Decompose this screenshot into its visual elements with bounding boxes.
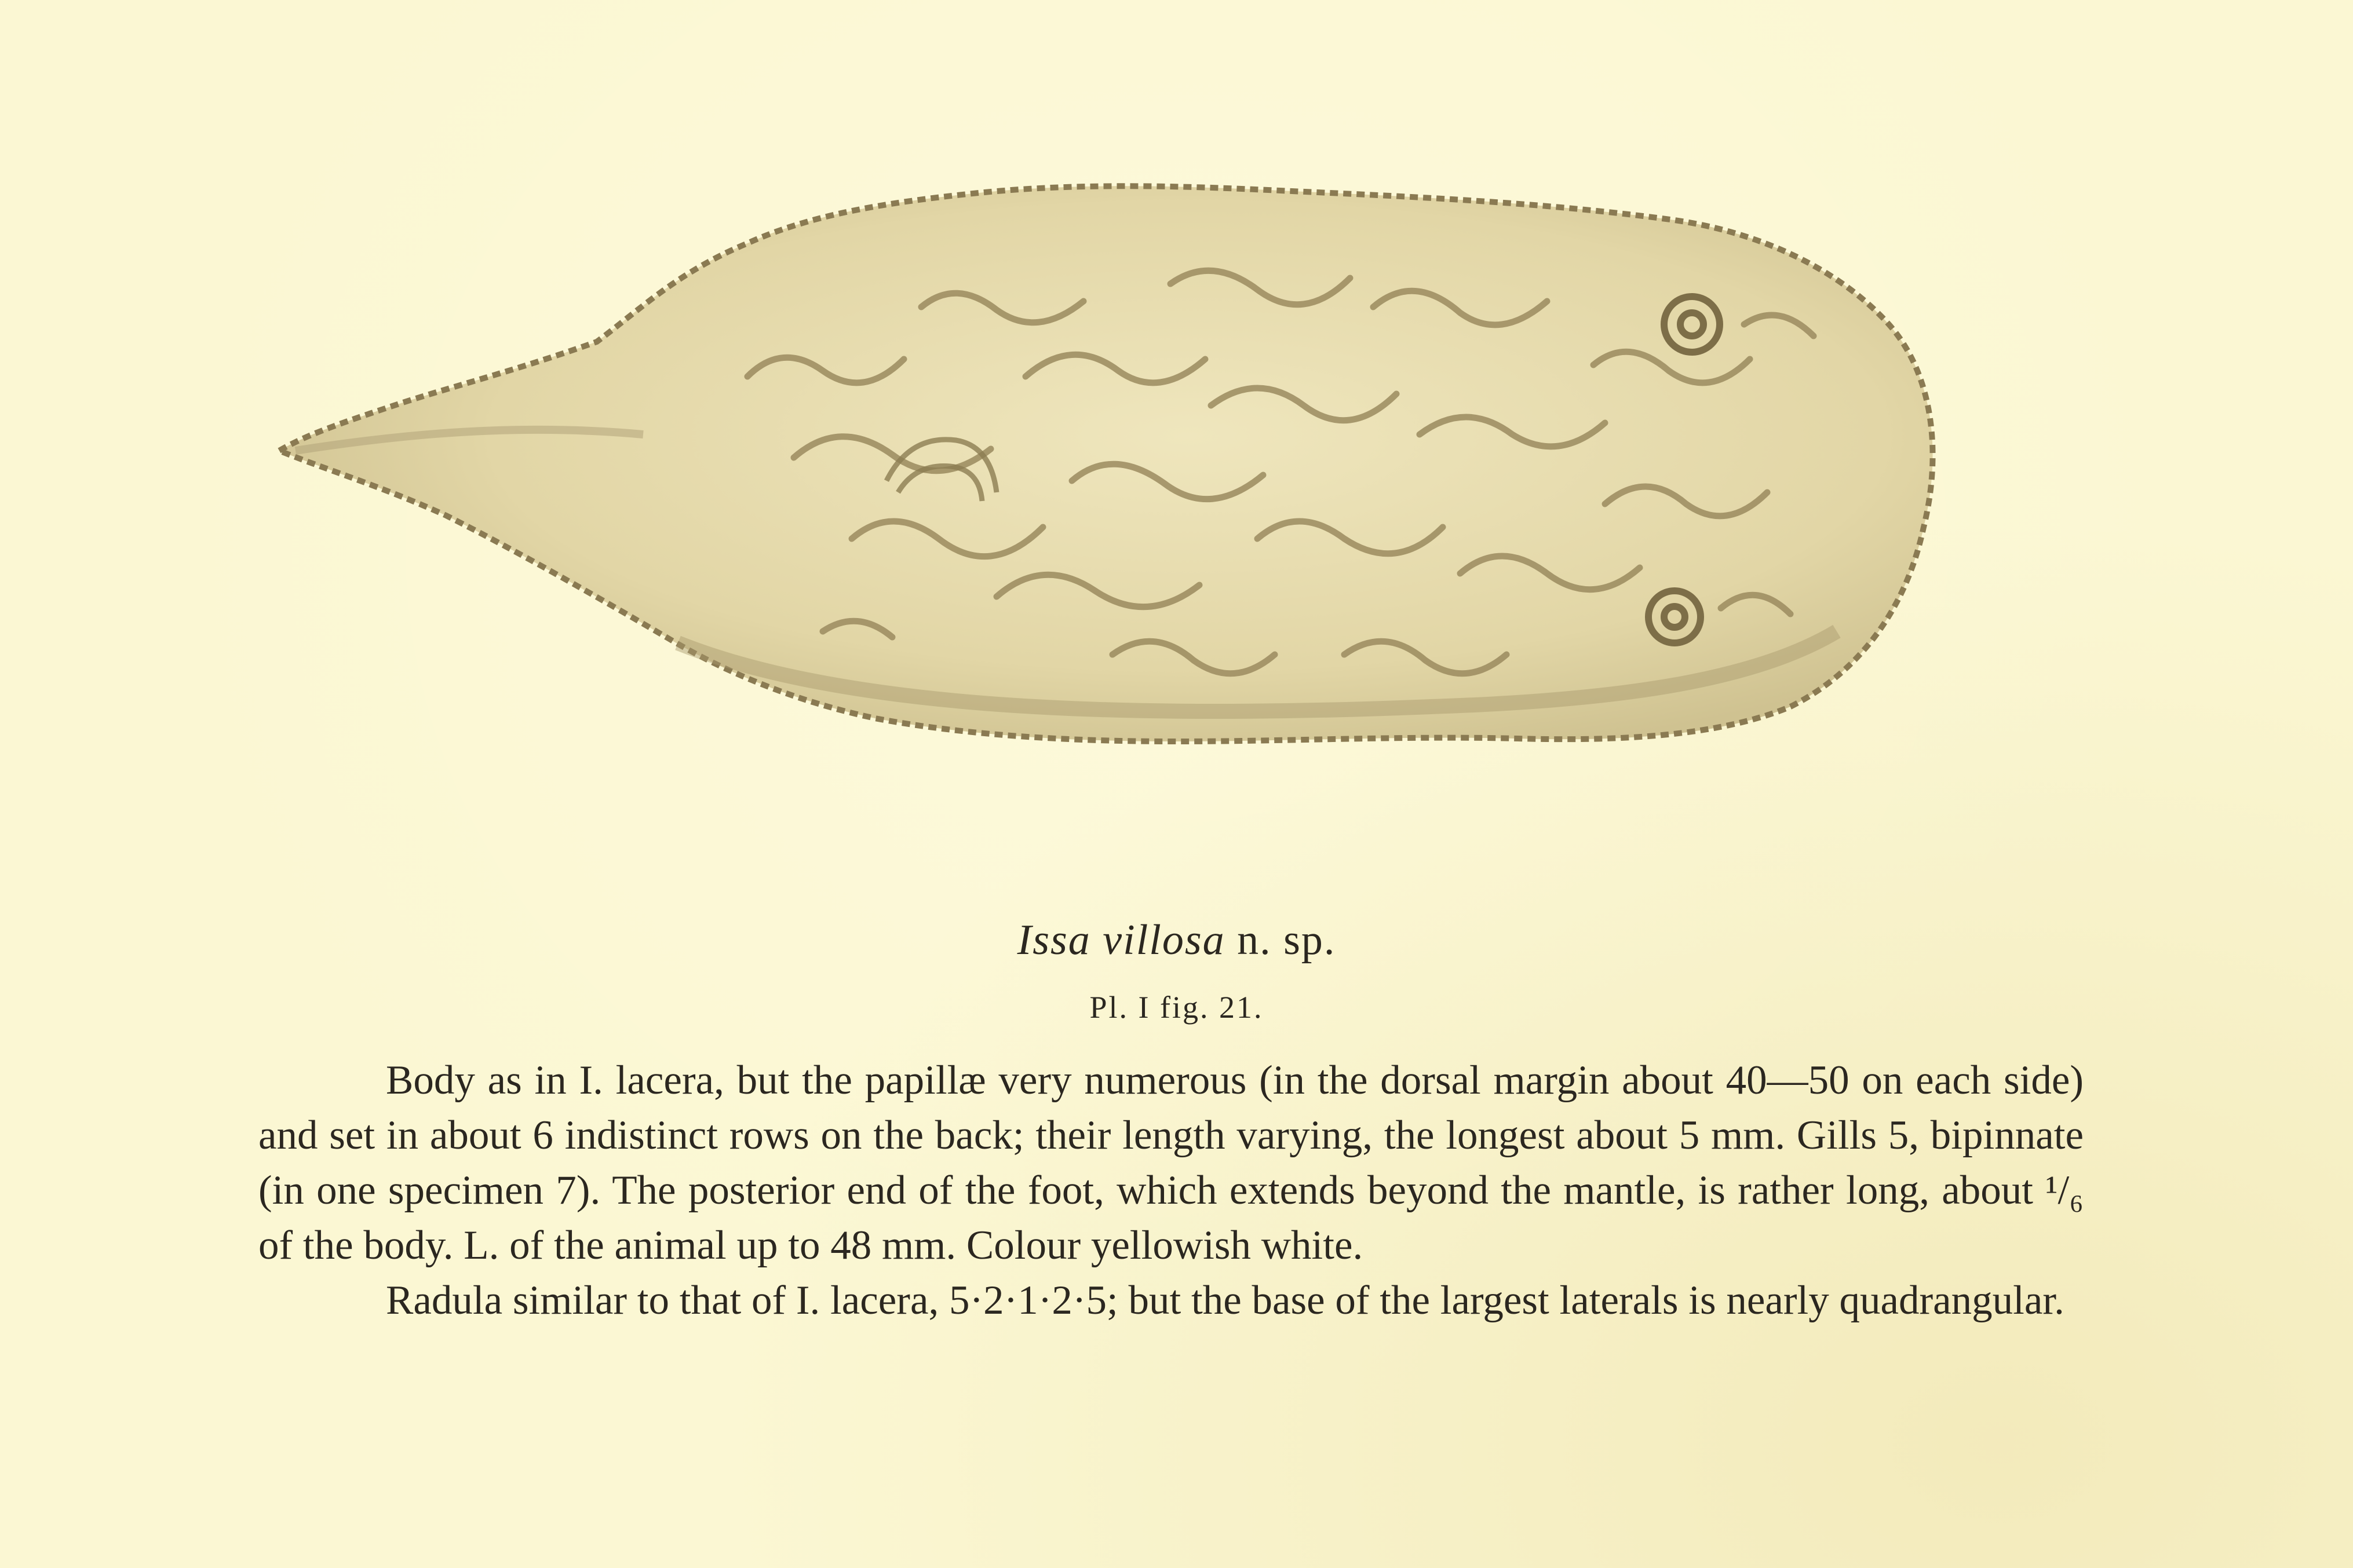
species-heading — [0, 916, 2353, 964]
plate-reference: Pl. I fig. 21. — [1089, 990, 1264, 1025]
species-name: Issa villosa — [1017, 916, 1225, 964]
paragraph: Radula similar to that of I. lacera, 5·2·1·2·5; but the base of the largest laterals is nearly quadrangular. — [386, 1278, 2064, 1323]
paragraph: Body as in I. lacera, but the papillæ very numerous (in the dorsal margin about 40—50 on each side) and set in about 6 indistinct rows on the back; their length varying, the longest about 5 mm. Gills 5, bipinnate (in one specimen 7). The posterior end of the foot, which extends beyond the mantle, is rather long, about ¹/₆ of the body. L. of the animal up to 48 mm. Colour yellowish white. — [258, 1058, 2084, 1268]
description-text — [258, 1053, 2084, 1328]
figure — [272, 133, 1964, 811]
species-qualifier: n. sp. — [1237, 916, 1336, 964]
sea-slug-illustration-icon — [272, 133, 1964, 811]
